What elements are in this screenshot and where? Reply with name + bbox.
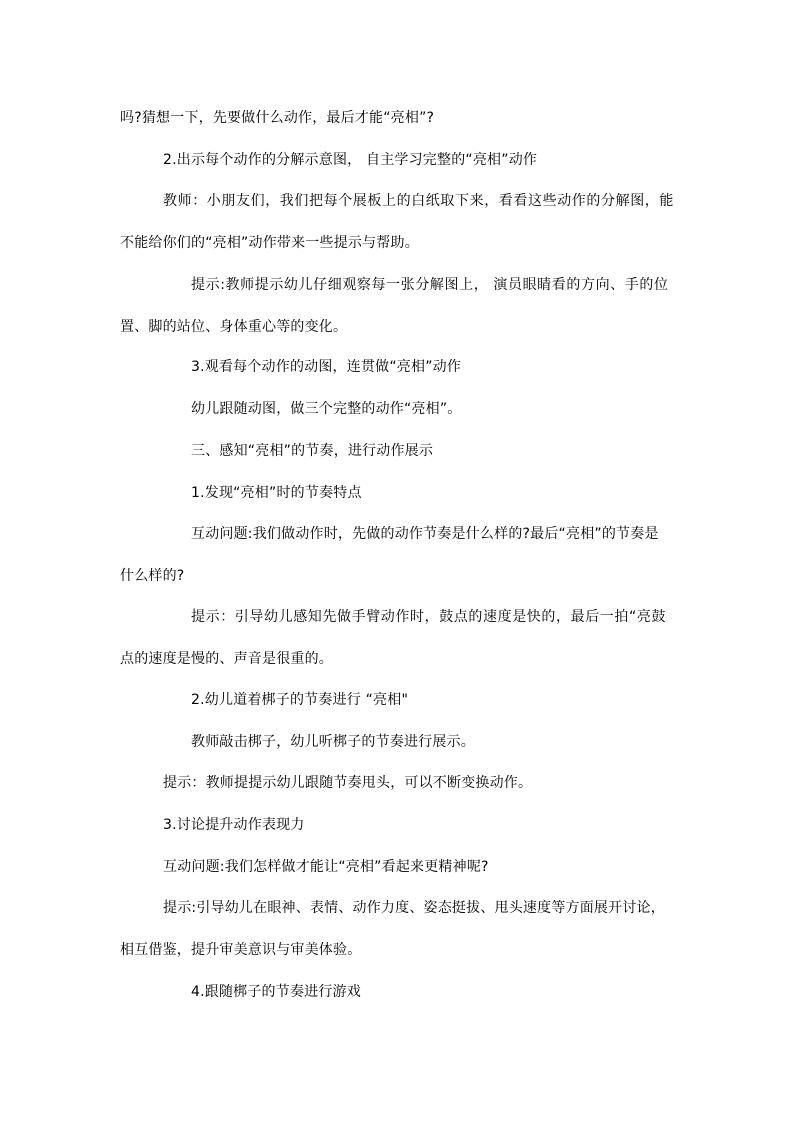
paragraph-line-10: 1.发现“亮相”时的节奏特点 xyxy=(191,485,362,501)
paragraph-line-7: 3.观看每个动作的动图，连贯做“亮相”动作 xyxy=(191,359,462,375)
paragraph-line-5: 提示:教师提示幼儿仔细观察每一张分解图上， 演员眼睛看的方向、手的位 xyxy=(191,277,669,293)
paragraph-line-20: 提示:引导幼儿在眼神、表情、动作力度、姿态挺拔、甩头速度等方面展开讨论， xyxy=(163,900,665,916)
paragraph-line-15: 2.幼儿道着梆子的节奏进行 “亮相" xyxy=(191,692,409,708)
paragraph-line-11: 互动问题:我们做动作时，先做的动作节奏是什么样的?最后“亮相”的节奏是 xyxy=(191,526,659,542)
paragraph-line-9: 三、感知“亮相”的节奏，进行动作展示 xyxy=(191,443,434,459)
paragraph-line-2: 2.出示每个动作的分解示意图， 自主学习完整的“亮相”动作 xyxy=(163,152,538,168)
paragraph-line-13: 提示：引导幼儿感知先做手臂动作时，鼓点的速度是快的，最后一拍“亮鼓 xyxy=(191,609,667,625)
paragraph-line-17: 提示：教师提提示幼儿跟随节奏甩头，可以不断变换动作。 xyxy=(163,775,533,791)
paragraph-line-3: 教师：小朋友们，我们把每个展板上的白纸取下来，看看这些动作的分解图，能 xyxy=(163,193,674,209)
paragraph-line-21: 相互借鉴，提升审美意识与审美体验。 xyxy=(120,942,362,958)
paragraph-line-4: 不能给你们的“亮相”动作带来一些提示与帮助。 xyxy=(120,235,419,251)
paragraph-line-14: 点的速度是慢的、声音是很重的。 xyxy=(120,651,333,667)
paragraph-line-6: 置、脚的站位、身体重心等的变化。 xyxy=(120,319,348,335)
paragraph-line-22: 4.跟随梆子的节奏进行游戏 xyxy=(191,984,361,1000)
paragraph-line-8: 幼儿跟随动图，做三个完整的动作“亮相”。 xyxy=(191,401,462,417)
paragraph-line-1: 吗?猜想一下，先要做什么动作，最后才能“亮相”? xyxy=(120,110,435,126)
paragraph-line-19: 互动问题:我们怎样做才能让“亮相”看起来更精神呢? xyxy=(163,859,489,875)
paragraph-line-16: 教师敲击梆子，幼儿听梆子的节奏进行展示。 xyxy=(191,734,475,750)
paragraph-line-18: 3.讨论提升动作表现力 xyxy=(163,817,305,833)
paragraph-line-12: 什么样的? xyxy=(120,568,185,584)
